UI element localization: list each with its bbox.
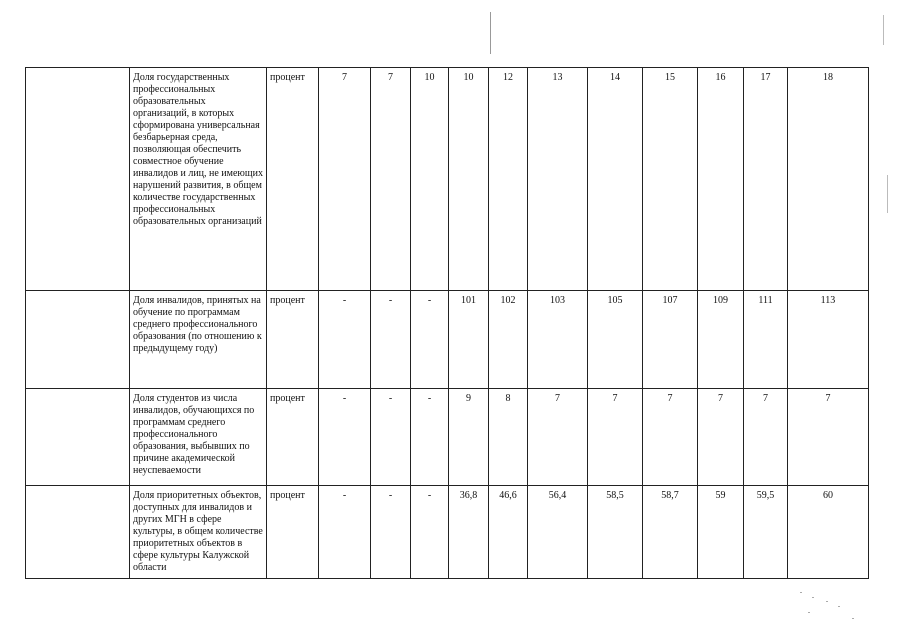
table-row xyxy=(26,486,869,579)
value-cell: 103 xyxy=(528,291,588,389)
value-cell: 7 xyxy=(744,389,788,486)
table-row xyxy=(26,389,869,486)
value-cell: 113 xyxy=(788,291,869,389)
value-cell: 12 xyxy=(489,68,528,291)
value-cell: 8 xyxy=(489,389,528,486)
value-cell: - xyxy=(319,486,371,579)
value-cell: - xyxy=(411,389,449,486)
value-cell: 7 xyxy=(698,389,744,486)
empty-cell xyxy=(26,486,130,579)
unit-cell: процент xyxy=(267,389,319,486)
value-cell: - xyxy=(371,389,411,486)
value-cell: 15 xyxy=(643,68,698,291)
value-cell: 101 xyxy=(449,291,489,389)
value-cell: 107 xyxy=(643,291,698,389)
empty-cell xyxy=(26,68,130,291)
scan-artifact-line xyxy=(883,15,884,45)
value-cell: 7 xyxy=(319,68,371,291)
indicator-description: Доля инвалидов, принятых на обучение по программам среднего профессионального образования (по отношению к предыдущему году) xyxy=(130,291,267,389)
indicator-description: Доля государственных профессиональных образовательных организаций, в которых сформирована универсальная безбарьерная среда, позволяющая обеспечить совместное обучение инвалидов и лиц, не имеющих нарушений развития, в общем количестве государственных профессиональных образовательных организаций xyxy=(130,68,267,291)
value-cell: 13 xyxy=(528,68,588,291)
value-cell: 16 xyxy=(698,68,744,291)
value-cell: 17 xyxy=(744,68,788,291)
value-cell: 36,8 xyxy=(449,486,489,579)
value-cell: - xyxy=(411,486,449,579)
value-cell: 14 xyxy=(588,68,643,291)
table-row xyxy=(26,68,869,291)
value-cell: 7 xyxy=(371,68,411,291)
value-cell: 105 xyxy=(588,291,643,389)
empty-cell xyxy=(26,291,130,389)
indicator-description: Доля приоритетных объектов, доступных для инвалидов и других МГН в сфере культуры, в общем количестве приоритетных объектов в сфере культуры Калужской области xyxy=(130,486,267,579)
value-cell: 59,5 xyxy=(744,486,788,579)
value-cell: 10 xyxy=(449,68,489,291)
scan-artifact-dot xyxy=(800,592,802,593)
value-cell: 58,5 xyxy=(588,486,643,579)
scan-artifact-dot xyxy=(808,612,810,613)
indicator-description: Доля студентов из числа инвалидов, обучающихся по программам среднего профессионального образования, выбывших по причине академической неуспеваемости xyxy=(130,389,267,486)
value-cell: 102 xyxy=(489,291,528,389)
scan-artifact-dot xyxy=(812,597,814,598)
value-cell: 7 xyxy=(588,389,643,486)
value-cell: 60 xyxy=(788,486,869,579)
value-cell: 56,4 xyxy=(528,486,588,579)
unit-cell: процент xyxy=(267,68,319,291)
value-cell: 7 xyxy=(528,389,588,486)
unit-cell: процент xyxy=(267,486,319,579)
scan-artifact-dot xyxy=(826,601,828,602)
value-cell: 18 xyxy=(788,68,869,291)
value-cell: 46,6 xyxy=(489,486,528,579)
value-cell: 7 xyxy=(643,389,698,486)
value-cell: - xyxy=(371,486,411,579)
value-cell: - xyxy=(319,291,371,389)
scan-artifact-line xyxy=(490,12,491,54)
value-cell: 109 xyxy=(698,291,744,389)
value-cell: - xyxy=(319,389,371,486)
indicators-table xyxy=(25,67,869,579)
table-row xyxy=(26,291,869,389)
value-cell: 9 xyxy=(449,389,489,486)
value-cell: 59 xyxy=(698,486,744,579)
unit-cell: процент xyxy=(267,291,319,389)
value-cell: 58,7 xyxy=(643,486,698,579)
empty-cell xyxy=(26,389,130,486)
scan-artifact-dot xyxy=(852,618,854,619)
scan-artifact-dot xyxy=(838,606,840,607)
value-cell: 10 xyxy=(411,68,449,291)
value-cell: 7 xyxy=(788,389,869,486)
value-cell: - xyxy=(371,291,411,389)
scan-artifact-line xyxy=(887,175,888,213)
value-cell: - xyxy=(411,291,449,389)
value-cell: 111 xyxy=(744,291,788,389)
